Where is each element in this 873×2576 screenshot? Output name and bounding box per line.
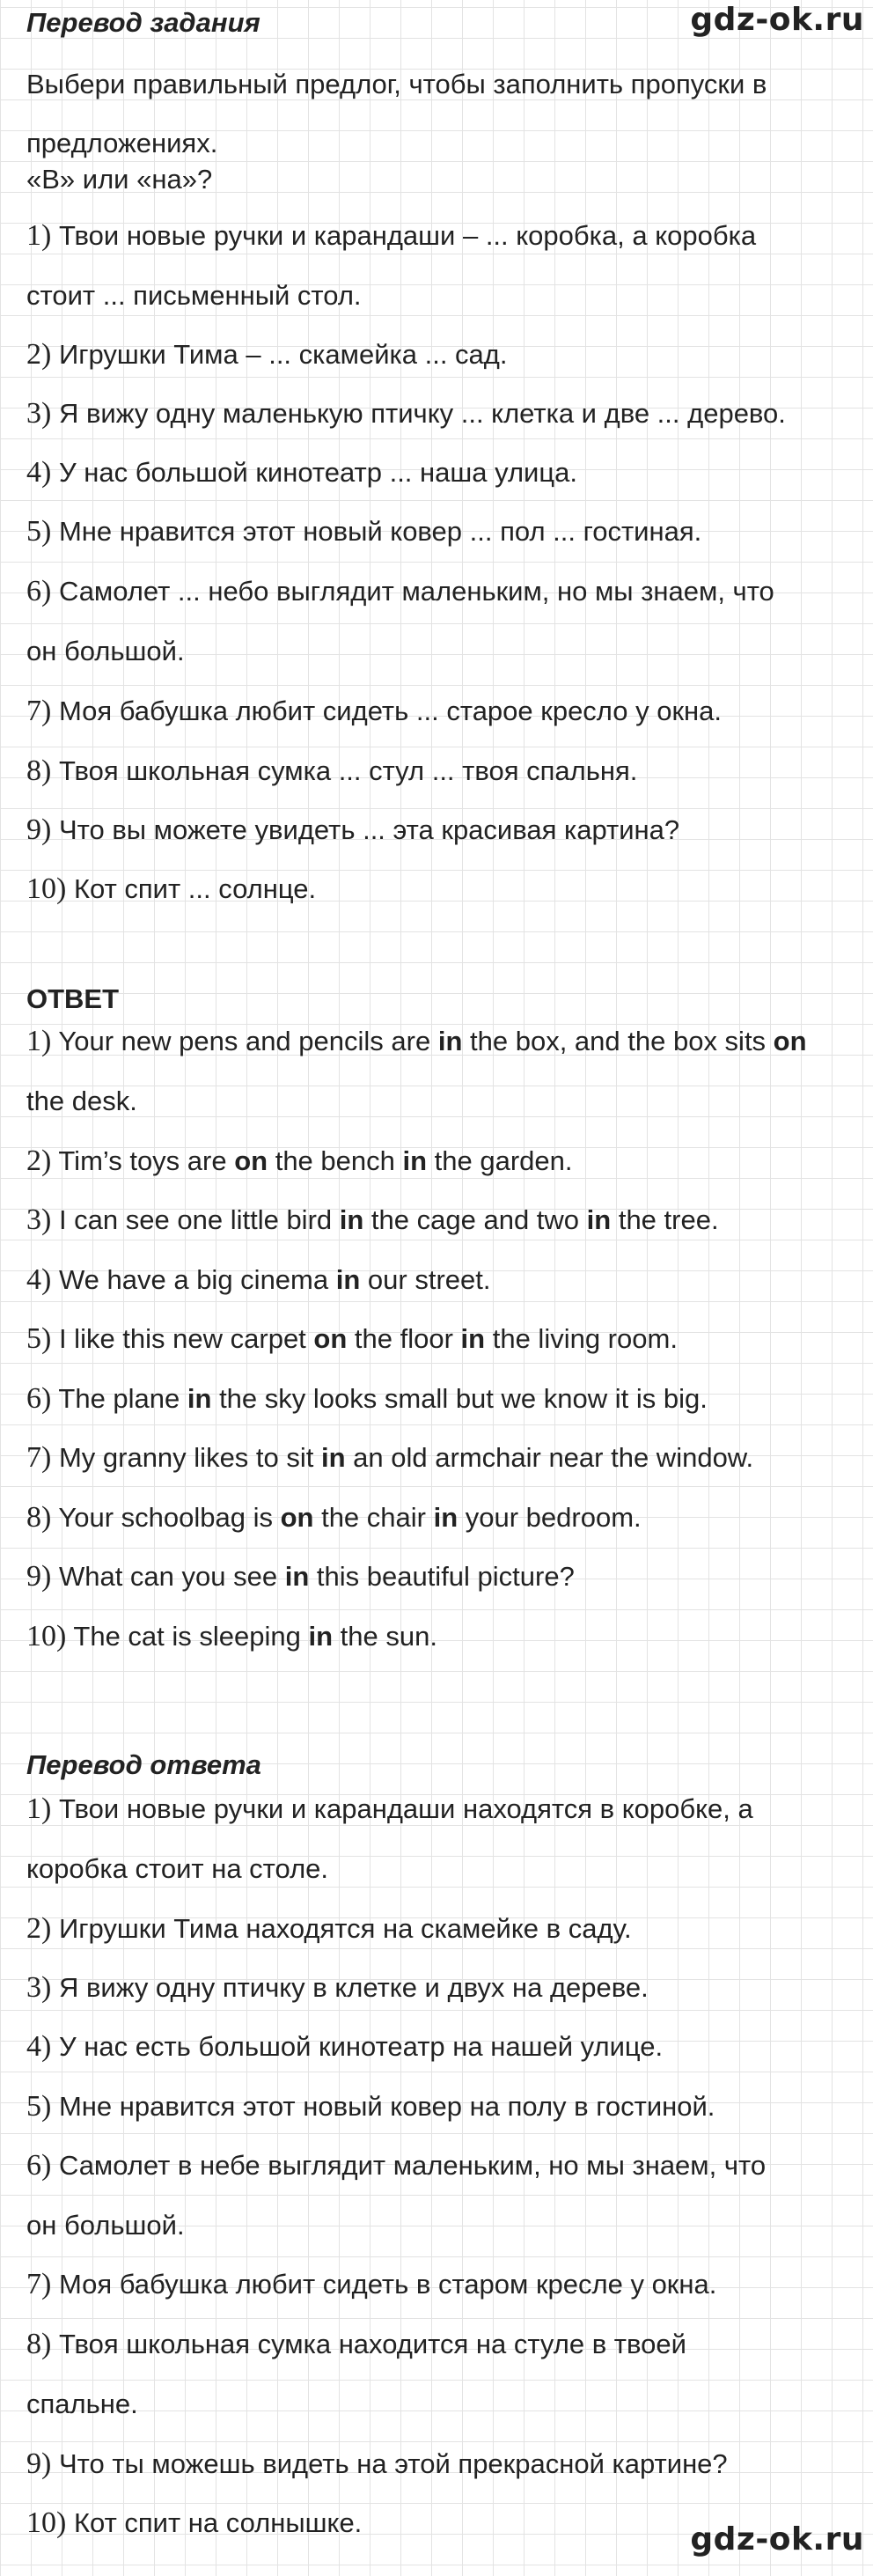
task-item-6 <box>26 576 845 607</box>
answer-item-3 <box>26 1204 845 1235</box>
item-text: Моя бабушка любит сидеть в старом кресле у окна. <box>58 2269 717 2300</box>
item-number: 4) <box>26 1263 52 1296</box>
item-text: Your new pens and pencils are <box>58 1026 438 1056</box>
item-number: 5) <box>26 515 52 548</box>
item-number: 9) <box>26 2447 52 2480</box>
task-item-1 <box>26 280 845 311</box>
item-text: I can see one little bird <box>58 1204 340 1235</box>
item-number: 2) <box>26 1144 52 1177</box>
item-number: 6) <box>26 1382 52 1415</box>
item-text: Твоя школьная сумка ... стул ... твоя спальня. <box>58 755 638 786</box>
item-text: спальне. <box>26 2388 138 2419</box>
item-text: your bedroom. <box>458 1502 642 1533</box>
item-text: The cat is sleeping <box>73 1621 309 1652</box>
task-item-6 <box>26 636 845 666</box>
item-number: 6) <box>26 2149 52 2182</box>
item-text: the floor <box>347 1323 461 1354</box>
item-number: 8) <box>26 754 52 787</box>
item-text: The plane <box>58 1383 187 1414</box>
item-text: Your schoolbag is <box>58 1502 281 1533</box>
task-item-2 <box>26 339 845 370</box>
item-number: 10) <box>26 1620 67 1652</box>
task-translation-title: Перевод задания <box>26 7 260 38</box>
item-text: Я вижу одну маленькую птичку ... клетка и две ... дерево. <box>58 398 786 429</box>
translation-item-10 <box>26 2507 845 2538</box>
task-item-1 <box>26 220 845 251</box>
item-text: Кот спит на солнышке. <box>73 2507 363 2538</box>
item-text: the garden. <box>427 1145 573 1176</box>
task-item-10 <box>26 873 845 904</box>
item-number: 10) <box>26 2506 67 2539</box>
answer-item-1 <box>26 1026 845 1056</box>
item-text: our street. <box>360 1264 491 1295</box>
translation-item-8 <box>26 2329 845 2359</box>
item-number: 5) <box>26 2090 52 2123</box>
preposition-answer: in <box>460 1323 486 1354</box>
item-text: the bench <box>268 1145 403 1176</box>
preposition-answer: in <box>339 1204 364 1235</box>
preposition-answer: in <box>586 1204 612 1235</box>
item-number: 3) <box>26 1203 52 1236</box>
item-number: 10) <box>26 872 67 905</box>
item-text: Игрушки Тима находятся на скамейке в саду. <box>58 1913 632 1944</box>
item-number: 9) <box>26 813 52 846</box>
item-text: I like this new carpet <box>58 1323 314 1354</box>
item-text: Твои новые ручки и карандаши находятся в коробке, а <box>58 1793 753 1824</box>
translation-item-5 <box>26 2091 845 2122</box>
item-number: 5) <box>26 1322 52 1355</box>
item-text: My granny likes to sit <box>58 1442 321 1473</box>
item-text: Моя бабушка любит сидеть ... старое кресло у окна. <box>58 696 722 726</box>
item-number: 3) <box>26 1971 52 2004</box>
item-number: 9) <box>26 1560 52 1593</box>
item-text: Твоя школьная сумка находится на стуле в твоей <box>58 2329 686 2359</box>
item-number: 7) <box>26 2268 52 2300</box>
answer-item-10 <box>26 1621 845 1652</box>
item-number: 3) <box>26 397 52 430</box>
item-text: стоит ... письменный стол. <box>26 280 362 311</box>
translation-item-6 <box>26 2210 845 2241</box>
item-text: Что вы можете увидеть ... эта красивая картина? <box>58 814 680 845</box>
task-item-8 <box>26 755 845 786</box>
item-text: the tree. <box>611 1204 719 1235</box>
item-text: коробка стоит на столе. <box>26 1853 329 1884</box>
item-number: 4) <box>26 2030 52 2063</box>
translation-item-9 <box>26 2448 845 2479</box>
translation-item-8 <box>26 2388 845 2419</box>
item-text: Что ты можешь видеть на этой прекрасной картине? <box>58 2448 728 2479</box>
item-text: У нас есть большой кинотеатр на нашей улице. <box>58 2031 664 2062</box>
item-text: он большой. <box>26 2210 185 2241</box>
preposition-answer: on <box>313 1323 348 1354</box>
answer-item-5 <box>26 1323 845 1354</box>
item-text: У нас большой кинотеатр ... наша улица. <box>58 457 577 488</box>
item-text: the box, and the box sits <box>462 1026 774 1056</box>
task-item-7 <box>26 696 845 726</box>
item-text: the chair <box>313 1502 434 1533</box>
answer-item-1 <box>26 1086 845 1116</box>
item-text: the desk. <box>26 1086 137 1116</box>
item-text: the cage and two <box>363 1204 587 1235</box>
preposition-answer: on <box>280 1502 314 1533</box>
task-item-3 <box>26 398 845 429</box>
preposition-answer: in <box>437 1026 463 1056</box>
preposition-answer: in <box>187 1383 212 1414</box>
item-text: Твои новые ручки и карандаши – ... коробка, а коробка <box>58 220 757 251</box>
item-number: 6) <box>26 575 52 607</box>
answer-item-7 <box>26 1442 845 1473</box>
item-number: 7) <box>26 1441 52 1474</box>
translation-item-1 <box>26 1853 845 1884</box>
item-text: the sky looks small but we know it is big. <box>211 1383 708 1414</box>
item-text: Мне нравится этот новый ковер на полу в гостиной. <box>58 2091 715 2122</box>
instruction-line: Выбери правильный предлог, чтобы заполнить пропуски в <box>26 69 767 99</box>
preposition-answer: on <box>773 1026 807 1056</box>
item-text: он большой. <box>26 636 185 666</box>
item-text: Мне нравится этот новый ковер ... пол ... гостиная. <box>58 516 702 547</box>
item-text: Кот спит ... солнце. <box>73 873 317 904</box>
answer-item-9 <box>26 1561 845 1592</box>
preposition-answer: in <box>284 1561 310 1592</box>
item-text: the sun. <box>333 1621 437 1652</box>
preposition-answer: on <box>234 1145 268 1176</box>
translation-item-6 <box>26 2150 845 2181</box>
translation-item-2 <box>26 1913 845 1944</box>
item-number: 7) <box>26 695 52 727</box>
item-number: 8) <box>26 1501 52 1534</box>
task-item-9 <box>26 814 845 845</box>
item-text: Tim’s toys are <box>58 1145 235 1176</box>
answer-translation-title: Перевод ответа <box>26 1749 261 1780</box>
instruction-line: предложениях. <box>26 128 218 158</box>
answer-item-8 <box>26 1502 845 1533</box>
answer-item-6 <box>26 1383 845 1414</box>
watermark-bottom: gdz-ok.ru <box>690 2521 864 2558</box>
task-item-5 <box>26 516 845 547</box>
watermark-top: gdz-ok.ru <box>690 2 864 38</box>
item-text: Я вижу одну птичку в клетке и двух на дереве. <box>58 1972 649 2003</box>
item-number: 4) <box>26 456 52 489</box>
item-text: Самолет в небе выглядит маленьким, но мы знаем, что <box>58 2150 767 2181</box>
preposition-answer: in <box>308 1621 334 1652</box>
preposition-answer: in <box>335 1264 361 1295</box>
item-text: an old armchair near the window. <box>345 1442 754 1473</box>
translation-item-7 <box>26 2269 845 2300</box>
item-text: We have a big cinema <box>58 1264 336 1295</box>
item-number: 2) <box>26 1912 52 1945</box>
item-number: 1) <box>26 1025 52 1057</box>
item-text: this beautiful picture? <box>309 1561 575 1592</box>
preposition-answer: in <box>321 1442 346 1473</box>
item-text: Игрушки Тима – ... скамейка ... сад. <box>58 339 508 370</box>
preposition-answer: in <box>402 1145 428 1176</box>
item-number: 1) <box>26 219 52 252</box>
answer-item-4 <box>26 1264 845 1295</box>
translation-item-4 <box>26 2031 845 2062</box>
item-number: 2) <box>26 338 52 371</box>
preposition-answer: in <box>433 1502 459 1533</box>
translation-item-3 <box>26 1972 845 2003</box>
item-text: the living room. <box>485 1323 678 1354</box>
item-number: 1) <box>26 1792 52 1825</box>
answer-item-2 <box>26 1145 845 1176</box>
item-text: What can you see <box>58 1561 285 1592</box>
hint-text: «В» или «на»? <box>26 164 213 195</box>
translation-item-1 <box>26 1793 845 1824</box>
item-text: Самолет ... небо выглядит маленьким, но мы знаем, что <box>58 576 774 607</box>
task-item-4 <box>26 457 845 488</box>
answer-title: ОТВЕТ <box>26 983 120 1014</box>
item-number: 8) <box>26 2328 52 2360</box>
